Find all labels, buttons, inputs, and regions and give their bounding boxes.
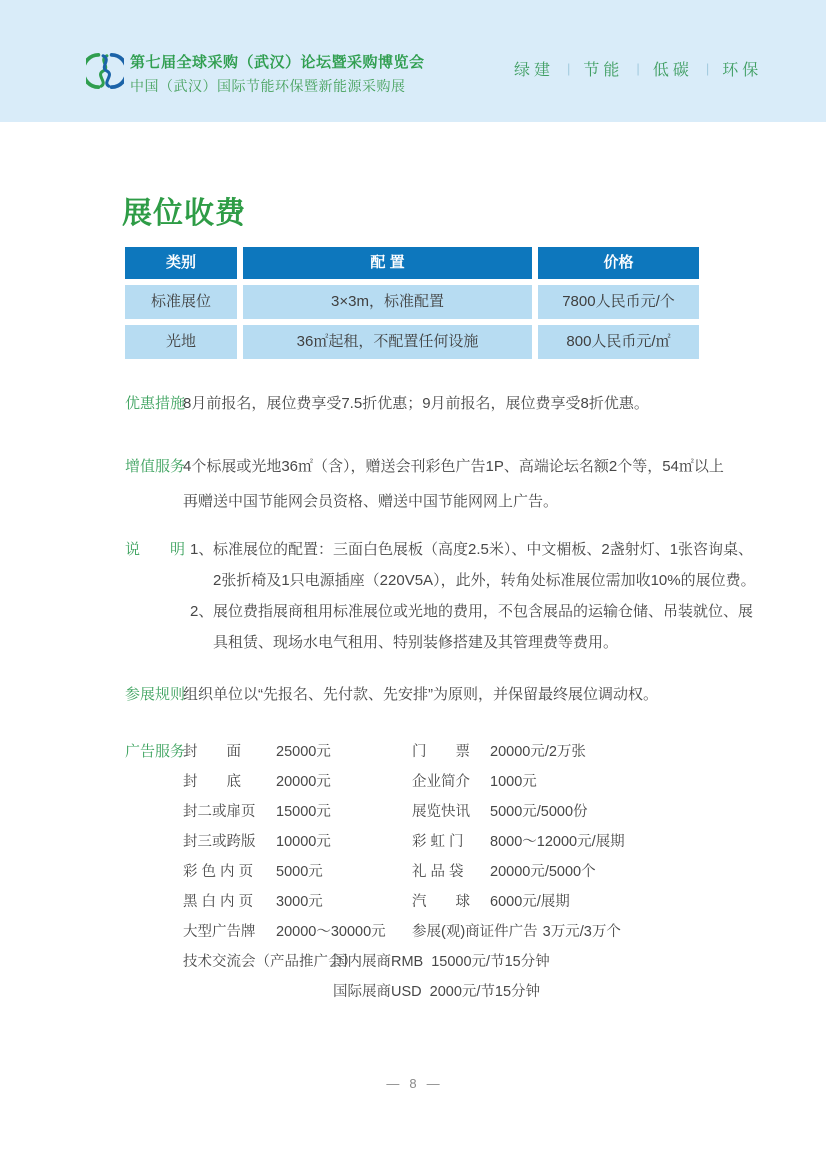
section-value-added: [125, 449, 724, 519]
booth-fee-table: [125, 247, 699, 359]
section-ads: [125, 737, 715, 1007]
footer-dash: —: [386, 1076, 400, 1091]
ad-price-list: [183, 737, 625, 1007]
fee-table-header-configuration: 配 置: [243, 247, 532, 279]
ad-row: [183, 767, 625, 797]
ad-item-label: 彩 色 内 页: [183, 864, 254, 880]
ad-item-label: 技术交流会（产品推广会）: [183, 954, 357, 970]
ad-item-price: 3000元: [276, 894, 323, 910]
brand-text: [130, 50, 425, 96]
ad-item-price: 15000元/节15分钟: [431, 954, 550, 970]
note-line: 标准展位的配置：三面白色展板（高度2.5米）、中文楣板、2盏射灯、1张咨询桌、: [213, 541, 754, 558]
ad-item-label: 封三或跨版: [183, 834, 256, 850]
fee-table-header-price: 价格: [538, 247, 699, 279]
ad-item-price: 1000元: [490, 774, 537, 790]
ad-tech-row: [183, 977, 625, 1007]
ad-item-label: 展览快讯: [412, 804, 470, 820]
fee-table-cell: 800人民币元/㎡: [538, 325, 699, 359]
note-item: [183, 596, 756, 658]
note-line: 展位费指展商租用标准展位或光地的费用，不包含展品的运输仓储、吊装就位、展: [213, 603, 754, 620]
footer-dash: —: [426, 1076, 440, 1091]
ad-row: [183, 887, 625, 917]
ad-item-sublabel: 国内展商RMB: [333, 954, 424, 970]
nav-separator: |: [567, 61, 571, 76]
section-label: 增值服务: [125, 458, 186, 475]
fee-table-cell: 标准展位: [125, 285, 237, 319]
ad-item-label: 彩 虹 门: [412, 834, 464, 850]
ad-item-price: 5000元: [276, 864, 323, 880]
expo-title: 第七届全球采购（武汉）论坛暨采购博览会: [130, 54, 425, 71]
ad-item-price: 20000元/5000个: [490, 864, 596, 880]
nav-item-energy-saving: 节能: [583, 62, 624, 79]
fee-table-cell: 7800人民币元/个: [538, 285, 699, 319]
section-label: 参展规则: [125, 686, 186, 703]
ad-row: [183, 737, 625, 767]
rules-text: 组织单位以“先报名、先付款、先安排”为原则，并保留最终展位调动权。: [183, 686, 658, 703]
nav-item-low-carbon: 低碳: [652, 62, 693, 79]
ad-tech-row: [183, 947, 625, 977]
ad-row: [183, 857, 625, 887]
ad-row: [183, 797, 625, 827]
ad-item-price: 6000元/展期: [490, 894, 570, 910]
ad-row: [183, 827, 625, 857]
ad-item-price: 20000元/2万张: [490, 744, 586, 760]
ad-row: [183, 917, 625, 947]
ad-item-price: 2000元/节15分钟: [429, 984, 541, 1000]
section-label: 优惠措施: [125, 395, 186, 412]
discount-text: 8月前报名，展位费享受7.5折优惠；9月前报名，展位费享受8折优惠。: [183, 395, 649, 412]
note-line: 2张折椅及1只电源插座（220V5A），此外，转角处标准展位需加收10%的展位费。: [213, 572, 756, 589]
ad-item-label: 礼 品 袋: [412, 864, 464, 880]
nav-item-environmental: 环保: [722, 62, 763, 79]
ad-item-price: 15000元: [276, 804, 331, 820]
page-title: 展位收费: [122, 197, 246, 230]
ad-item-label: 参展(观)商证件广告: [412, 924, 538, 940]
section-notes: [125, 534, 756, 658]
fee-table-cell: 光地: [125, 325, 237, 359]
page-number: 8: [409, 1076, 417, 1091]
ad-item-price: 20000～30000元: [276, 924, 386, 940]
ad-item-label: 大型广告牌: [183, 924, 256, 940]
nav-separator: |: [705, 61, 710, 76]
section-label: 广告服务: [125, 743, 186, 760]
ad-item-label: 封二或扉页: [183, 804, 256, 820]
value-added-line: 4个标展或光地36㎡（含），赠送会刊彩色广告1P、高端论坛名额2个等，54㎡以上: [183, 458, 724, 475]
note-number: 1、: [190, 541, 214, 558]
fee-table-cell: 36㎡起租，不配置任何设施: [243, 325, 532, 359]
header-nav: [514, 57, 762, 80]
ad-item-sublabel: 国际展商USD: [333, 984, 422, 1000]
page-header: [0, 0, 826, 122]
ad-item-price: 25000元: [276, 744, 331, 760]
expo-logo-icon: [86, 50, 124, 92]
ad-item-label: 封 底: [183, 774, 241, 790]
nav-separator: |: [636, 61, 640, 76]
fee-table-header-category: 类别: [125, 247, 237, 279]
ad-item-price: 20000元: [276, 774, 331, 790]
section-label: 说 明: [125, 541, 186, 558]
expo-subtitle: 中国（武汉）国际节能环保暨新能源采购展: [130, 78, 406, 94]
ad-item-price: 5000元/5000份: [490, 804, 588, 820]
note-number: 2、: [190, 603, 214, 620]
ad-item-label: 封 面: [183, 744, 241, 760]
value-added-line: 再赠送中国节能网会员资格、赠送中国节能网网上广告。: [183, 493, 559, 510]
ad-item-price: 8000～12000元/展期: [490, 834, 625, 850]
ad-item-label: 企业简介: [412, 774, 470, 790]
ad-item-price: 3万元/3万个: [542, 924, 621, 940]
ad-item-label: 黑 白 内 页: [183, 894, 254, 910]
fee-table-cell: 3×3m，标准配置: [243, 285, 532, 319]
ad-item-price: 10000元: [276, 834, 331, 850]
page-footer: [0, 1076, 826, 1091]
ad-item-label: 汽 球: [412, 894, 470, 910]
ad-item-label: 门 票: [412, 744, 470, 760]
brand-block: [86, 50, 425, 96]
section-discount: [125, 392, 715, 416]
ad-item-label: [183, 977, 333, 1007]
note-item: [183, 534, 756, 596]
note-line: 具租赁、现场水电气租用、特别装修搭建及其管理费等费用。: [213, 634, 619, 651]
section-rules: [125, 683, 715, 707]
nav-item-green-building: 绿建: [514, 62, 555, 79]
